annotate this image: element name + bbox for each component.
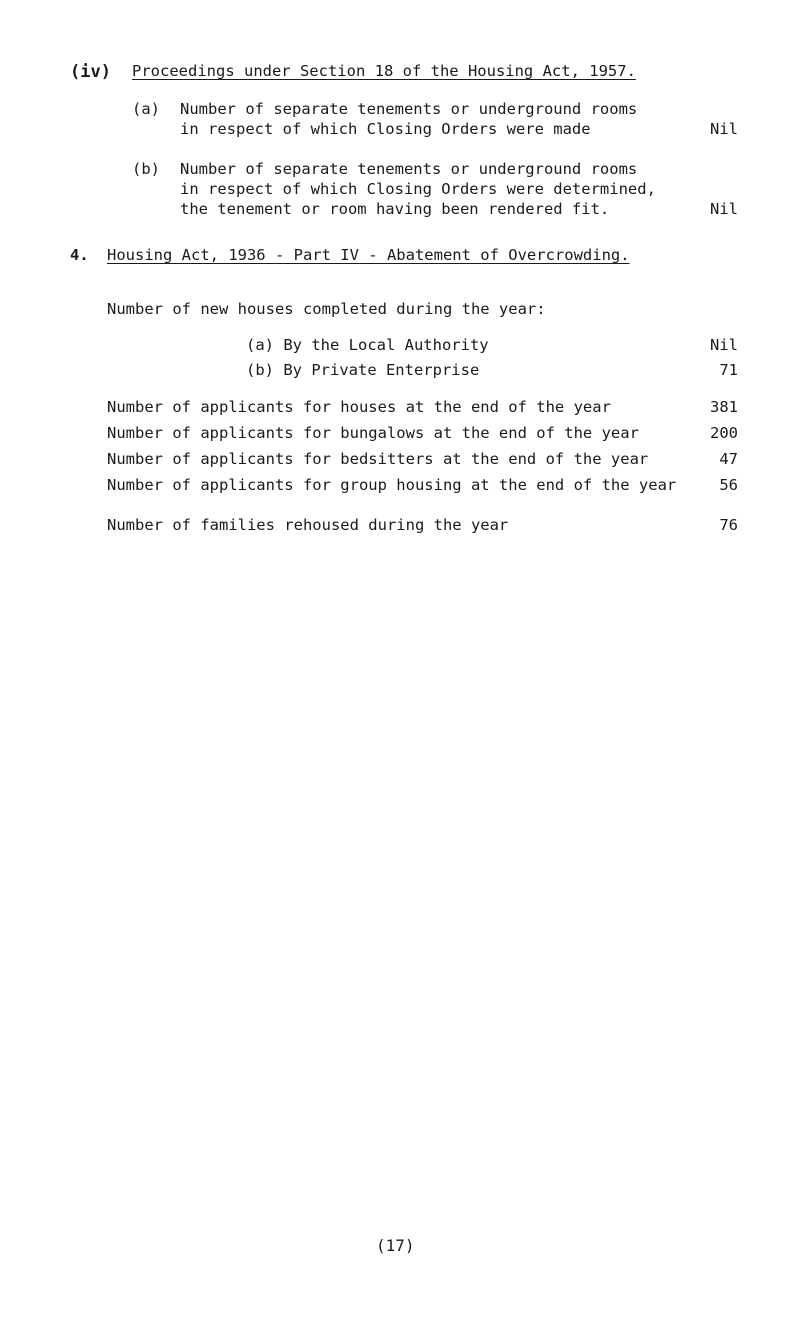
item-b-line-3: the tenement or room having been rendered fit. — [180, 200, 610, 218]
section-iv-heading: Proceedings under Section 18 of the Housing Act, 1957. — [132, 62, 636, 80]
item-b-line-1: Number of separate tenements or underground rooms — [180, 160, 638, 178]
item-b-label: (b) — [132, 160, 160, 178]
section-4-heading: Housing Act, 1936 - Part IV - Abatement of Overcrowding. — [107, 246, 630, 264]
section-iv-number: (iv) — [70, 62, 111, 82]
item-b-line-2: in respect of which Closing Orders were determined, — [180, 180, 656, 198]
applicants-bedsitters-value: 47 — [719, 450, 738, 468]
new-houses-intro: Number of new houses completed during the year: — [107, 300, 546, 318]
applicants-group-housing-label: Number of applicants for group housing at the end of the year — [107, 476, 677, 494]
applicants-bedsitters-label: Number of applicants for bedsitters at the end of the year — [107, 450, 649, 468]
item-a-label: (a) — [132, 100, 160, 118]
new-houses-private-label: (b) By Private Enterprise — [246, 361, 480, 379]
item-a-value: Nil — [710, 120, 738, 138]
new-houses-private-value: 71 — [719, 361, 738, 379]
families-rehoused-label: Number of families rehoused during the year — [107, 516, 509, 534]
new-houses-local-authority-value: Nil — [710, 336, 738, 354]
section-4-number: 4. — [70, 246, 89, 264]
item-a-line-1: Number of separate tenements or underground rooms — [180, 100, 638, 118]
applicants-bungalows-value: 200 — [710, 424, 738, 442]
item-b-value: Nil — [710, 200, 738, 218]
applicants-houses-value: 381 — [710, 398, 738, 416]
applicants-houses-label: Number of applicants for houses at the end of the year — [107, 398, 611, 416]
applicants-group-housing-value: 56 — [719, 476, 738, 494]
families-rehoused-value: 76 — [719, 516, 738, 534]
new-houses-local-authority-label: (a) By the Local Authority — [246, 336, 489, 354]
applicants-bungalows-label: Number of applicants for bungalows at the end of the year — [107, 424, 639, 442]
item-a-line-2: in respect of which Closing Orders were made — [180, 120, 591, 138]
page-number: (17) — [376, 1236, 415, 1255]
